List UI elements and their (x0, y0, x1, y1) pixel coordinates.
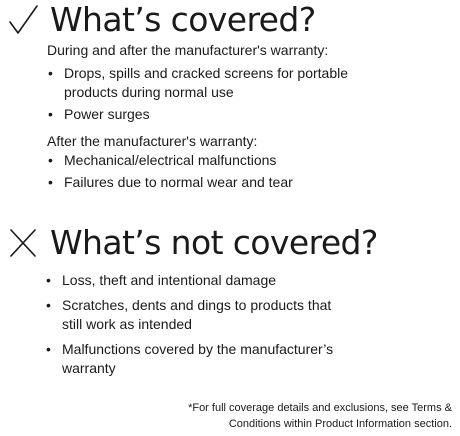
list-item (48, 151, 388, 170)
bullet-glyph: • (48, 106, 53, 122)
list-item (46, 296, 346, 334)
not-covered-title: What’s not covered? (50, 223, 378, 262)
bullet-glyph: • (46, 297, 51, 313)
list-item (48, 173, 388, 192)
covered-list (48, 151, 388, 195)
list-item-text: Power surges (64, 106, 150, 122)
covered-list (48, 64, 388, 127)
list-item (46, 340, 346, 378)
list-item (46, 271, 346, 290)
bullet-glyph: • (46, 272, 51, 288)
footnote: *For full coverage details and exclusions, see Terms & Conditions within Product Information section. (188, 402, 452, 430)
checkmark-icon (6, 2, 40, 38)
list-item (48, 64, 388, 102)
covered-group-label: During and after the manufacturer's warranty: (47, 42, 329, 58)
bullet-glyph: • (46, 341, 51, 357)
covered-heading (6, 0, 316, 40)
covered-group-label: After the manufacturer's warranty: (47, 133, 258, 149)
cross-icon (6, 225, 40, 261)
not-covered-list (46, 271, 346, 384)
list-item-text: Loss, theft and intentional damage (62, 272, 277, 288)
bullet-glyph: • (48, 152, 53, 168)
list-item-text: Drops, spills and cracked screens for portable products during normal use (64, 65, 349, 100)
list-item-text: Scratches, dents and dings to products that still work as intended (62, 297, 332, 332)
list-item (48, 105, 388, 124)
covered-title: What’s covered? (50, 0, 316, 39)
not-covered-heading (6, 223, 378, 263)
list-item-text: Failures due to normal wear and tear (64, 174, 293, 190)
list-item-text: Malfunctions covered by the manufacturer’s warranty (62, 341, 334, 376)
bullet-glyph: • (48, 65, 53, 81)
bullet-glyph: • (48, 174, 53, 190)
list-item-text: Mechanical/electrical malfunctions (64, 152, 277, 168)
